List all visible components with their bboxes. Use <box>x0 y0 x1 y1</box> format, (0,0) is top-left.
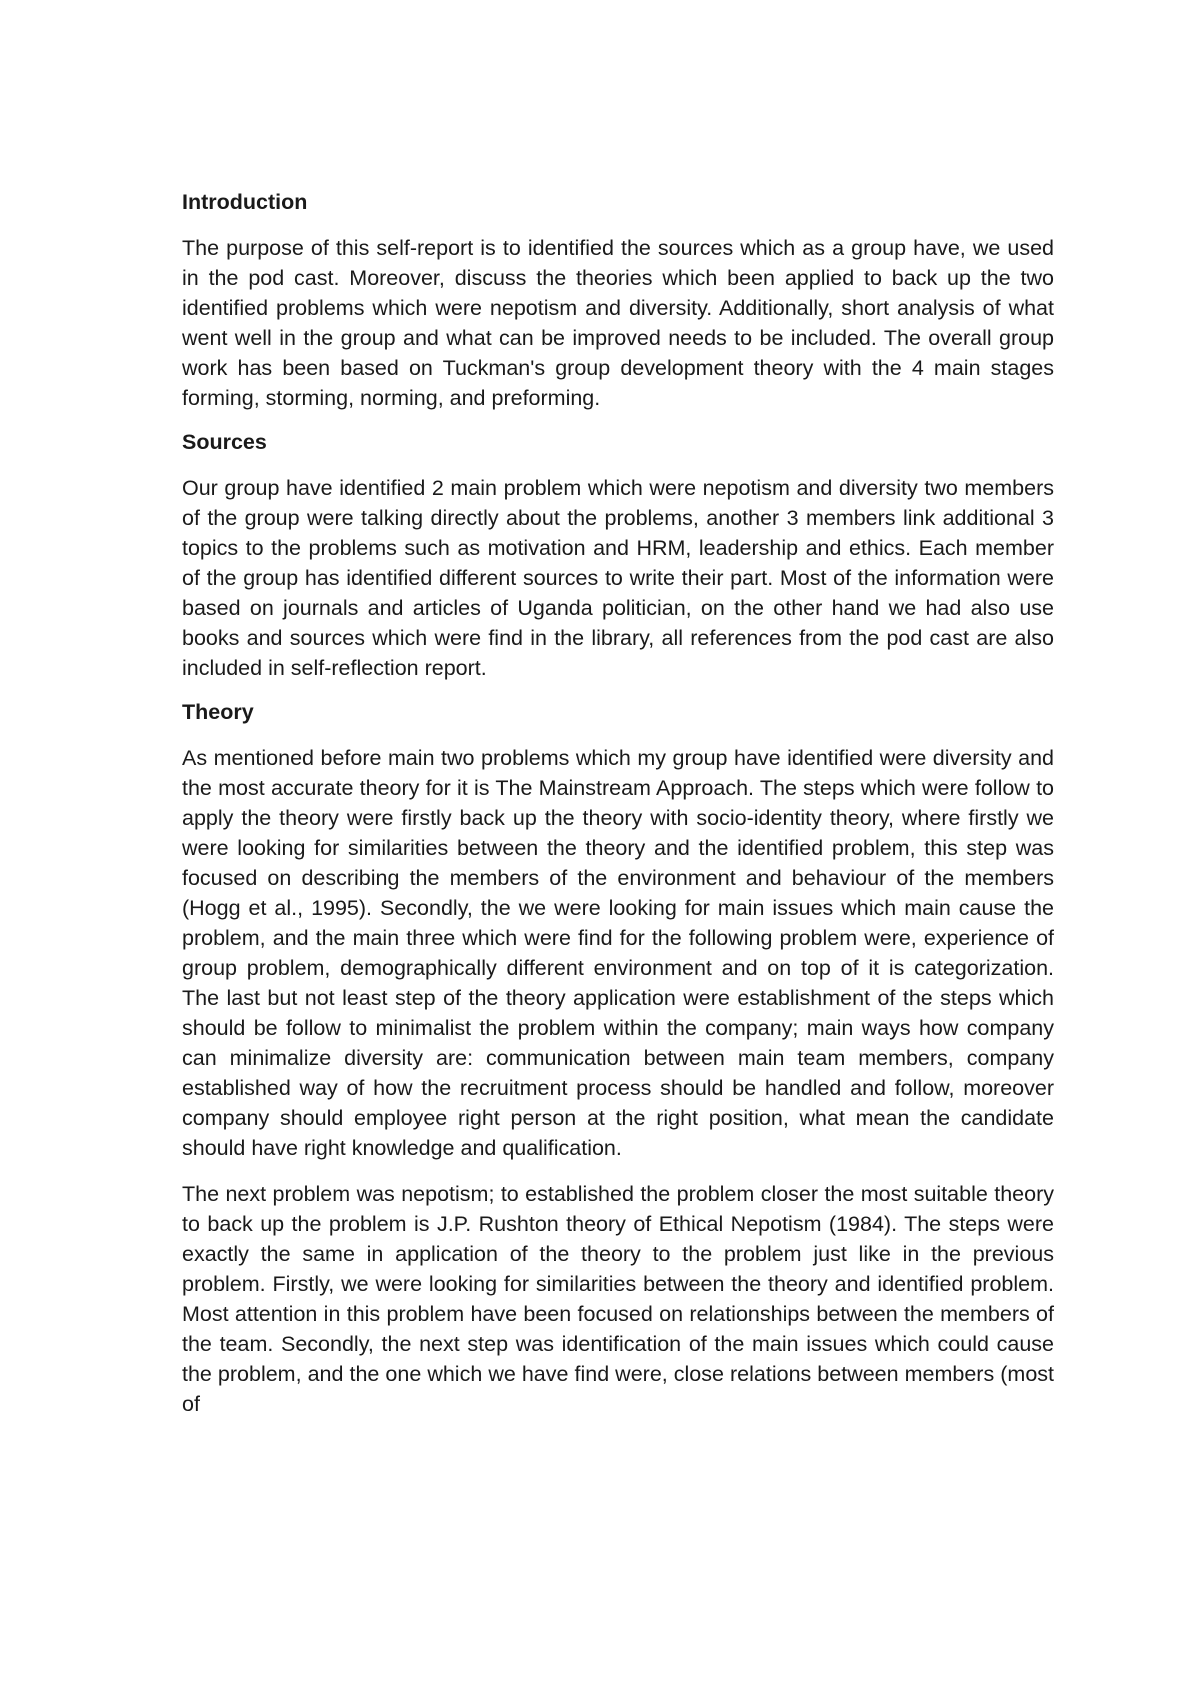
section-introduction <box>182 189 1054 413</box>
document-body <box>182 189 1054 1435</box>
section-heading-sources: Sources <box>182 430 267 454</box>
section-heading-introduction: Introduction <box>182 190 308 214</box>
paragraph: The next problem was nepotism; to established the problem closer the most suitable theory to back up the problem is J.P. Rushton theory of Ethical Nepotism (1984). The steps were exactly the same in application of the theory to the problem just like in the previous problem. Firstly, we were looking for similarities between the theory and identified problem. Most attention in this problem have been focused on relationships between the members of the team. Secondly, the next step was identification of the main issues which could cause the problem, and the one which we have find were, close relations between members (most of <box>182 1182 1054 1416</box>
section-sources <box>182 429 1054 683</box>
paragraph: Our group have identified 2 main problem which were nepotism and diversity two members of the group were talking directly about the problems, another 3 members link additional 3 topics to the problems such as motivation and HRM, leadership and ethics. Each member of the group has identified different sources to write their part. Most of the information were based on journals and articles of Uganda politician, on the other hand we had also use books and sources which were find in the library, all references from the pod cast are also included in self-reflection report. <box>182 476 1054 680</box>
paragraph: The purpose of this self-report is to identified the sources which as a group have, we used in the pod cast. Moreover, discuss the theories which been applied to back up the two identified problems which were nepotism and diversity. Additionally, short analysis of what went well in the group and what can be improved needs to be included. The overall group work has been based on Tuckman's group development theory with the 4 main stages forming, storming, norming, and preforming. <box>182 236 1054 410</box>
paragraph: As mentioned before main two problems which my group have identified were diversity and the most accurate theory for it is The Mainstream Approach. The steps which were follow to apply the theory were firstly back up the theory with socio-identity theory, where firstly we were looking for similarities between the theory and the identified problem, this step was focused on describing the members of the environment and behaviour of the members (Hogg et al., 1995). Secondly, the we were looking for main issues which main cause the problem, and the main three which were find for the following problem were, experience of group problem, demographically different environment and on top of it is categorization. The last but not least step of the theory application were establishment of the steps which should be follow to minimalist the problem within the company; main ways how company can minimalize diversity are: communication between main team members, company established way of how the recruitment process should be handled and follow, moreover company should employee right person at the right position, what mean the candidate should have right knowledge and qualification. <box>182 746 1054 1160</box>
section-theory <box>182 699 1054 1419</box>
section-heading-theory: Theory <box>182 700 254 724</box>
